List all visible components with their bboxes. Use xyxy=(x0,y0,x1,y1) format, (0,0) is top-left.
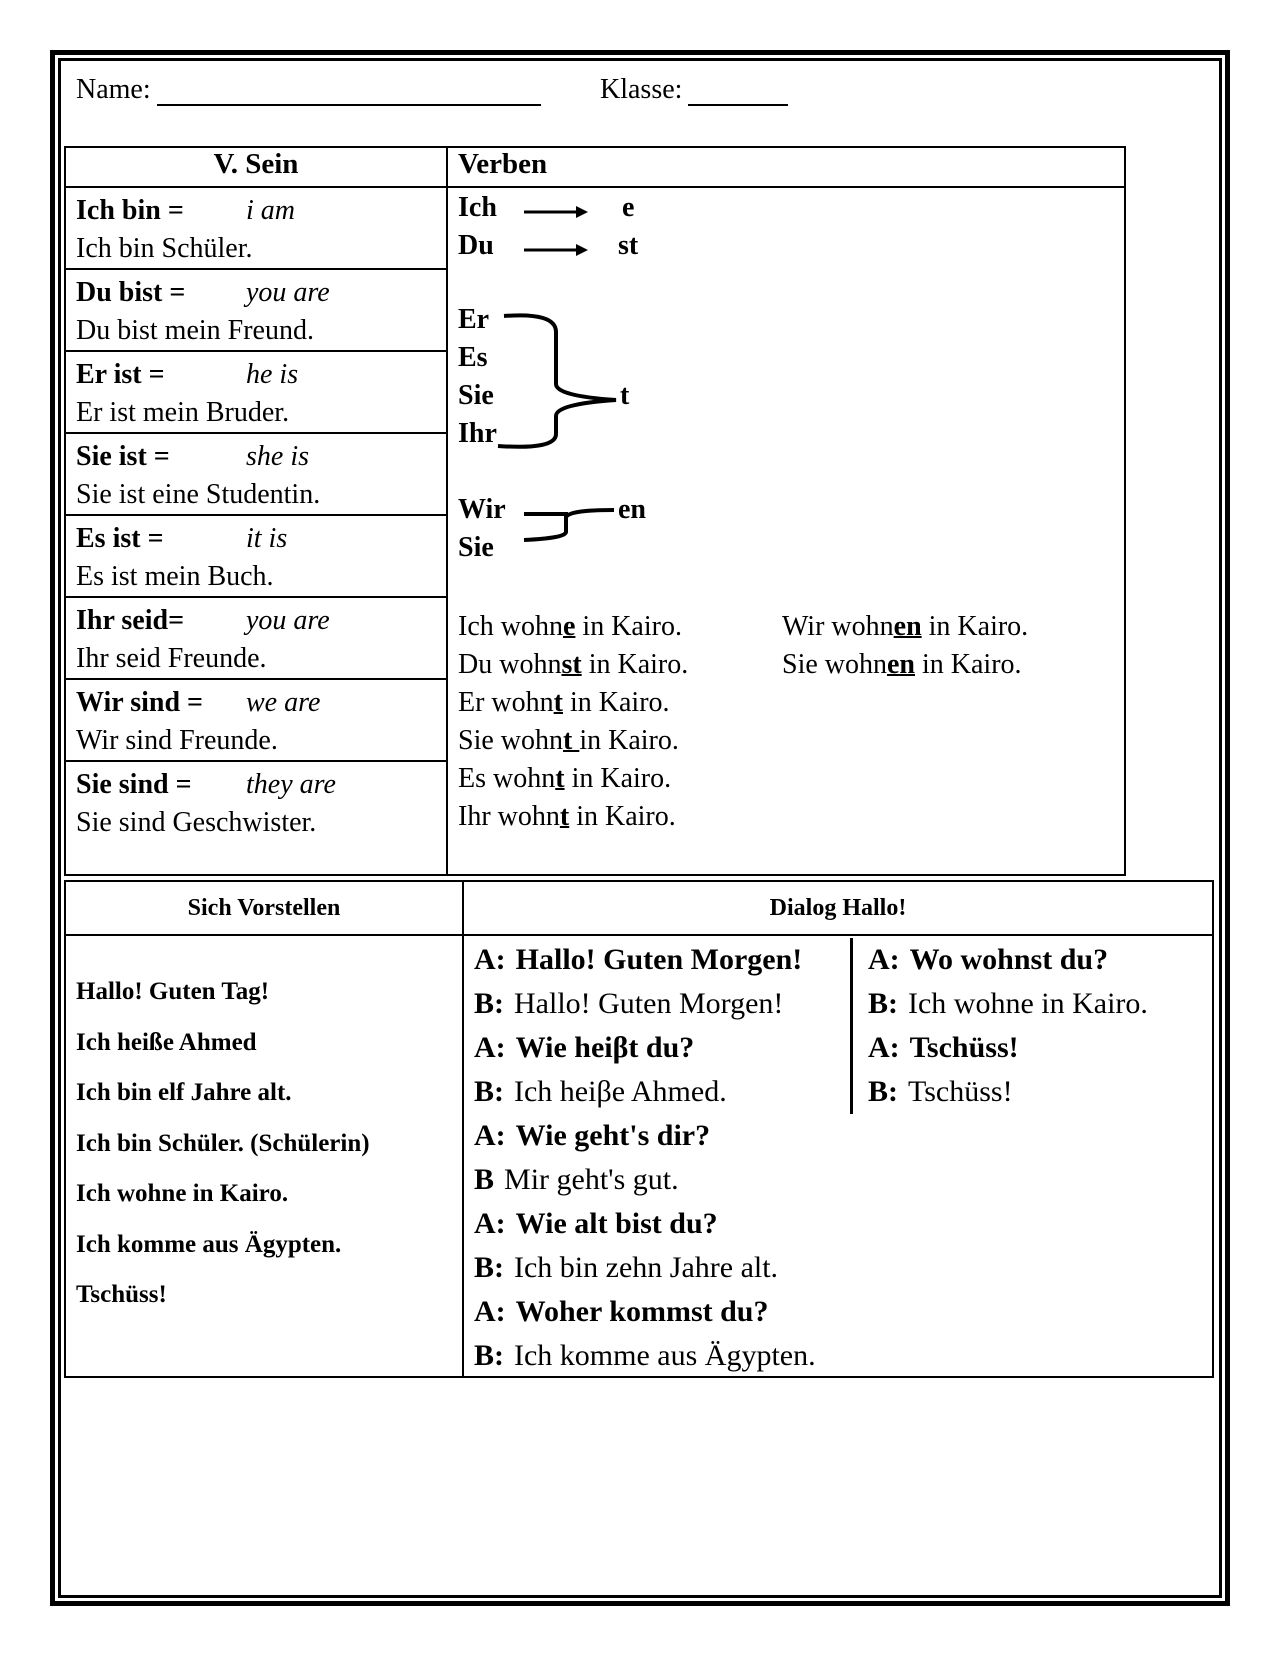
conjugation-diagram xyxy=(448,188,668,568)
dialog-text: Hallo! Guten Morgen! xyxy=(515,943,803,976)
class-field[interactable] xyxy=(600,74,788,106)
dialog-text: Wo wohnst du? xyxy=(909,943,1109,976)
intro-line: Ich komme aus Ägypten. xyxy=(76,1230,342,1258)
sein-row xyxy=(65,679,447,761)
dialog-speaker: A: xyxy=(474,1295,506,1328)
sein-example: Ihr seid Freunde. xyxy=(76,643,267,674)
sein-header: V. Sein xyxy=(65,147,447,187)
verben-cell xyxy=(447,187,1125,875)
pronoun-du: Du xyxy=(458,230,494,261)
pronoun-es: Es xyxy=(458,342,488,373)
dialog-line xyxy=(474,1246,816,1290)
dialog-text: Ich wohne in Kairo. xyxy=(908,987,1148,1020)
example-line: Wir wohnen in Kairo. xyxy=(782,611,1029,642)
dialog-line xyxy=(474,1290,816,1334)
dialog-text: Woher kommst du? xyxy=(515,1295,769,1328)
dialog-text: Ich bin zehn Jahre alt. xyxy=(514,1251,779,1284)
example-line: Es wohnt in Kairo. xyxy=(458,763,672,794)
pronoun-wir: Wir xyxy=(458,494,506,525)
dialog-speaker: B: xyxy=(868,1075,898,1108)
sein-english: they are xyxy=(246,769,336,800)
example-line: Sie wohnt in Kairo. xyxy=(458,725,679,756)
sein-form: Ihr seid= xyxy=(76,605,185,636)
intro-header: Sich Vorstellen xyxy=(65,881,463,935)
sein-form: Ich bin = xyxy=(76,195,184,226)
intro-cell xyxy=(65,935,463,1377)
sein-row xyxy=(65,351,447,433)
sein-example: Es ist mein Buch. xyxy=(76,561,274,592)
dialog-line xyxy=(474,982,816,1026)
sein-english: you are xyxy=(246,605,330,636)
verben-header: Verben xyxy=(447,147,1125,187)
dialog-text: Hallo! Guten Morgen! xyxy=(514,987,784,1020)
dialog-cell xyxy=(463,935,1213,1377)
brace-icon xyxy=(498,315,616,446)
example-list-left xyxy=(458,608,688,836)
name-blank[interactable] xyxy=(157,76,541,106)
pronoun-ich: Ich xyxy=(458,192,497,223)
sein-example: Sie ist eine Studentin. xyxy=(76,479,321,510)
dialog-line xyxy=(868,1026,1148,1070)
example-line: Sie wohnen in Kairo. xyxy=(782,649,1022,680)
sein-english: she is xyxy=(246,441,309,472)
dialog-text: Ich komme aus Ägypten. xyxy=(514,1339,816,1372)
example-line: Du wohnst in Kairo. xyxy=(458,649,689,680)
pronoun-ihr: Ihr xyxy=(458,418,497,449)
sein-form: Er ist = xyxy=(76,359,165,390)
intro-line: Ich bin elf Jahre alt. xyxy=(76,1079,292,1106)
sein-form: Du bist = xyxy=(76,277,186,308)
sein-row xyxy=(65,433,447,515)
dialog-speaker: B: xyxy=(474,1075,504,1108)
introduction-table xyxy=(64,880,1214,1378)
ending-du: st xyxy=(618,230,639,261)
intro-line: Ich heiße Ahmed xyxy=(76,1028,257,1056)
sein-english: we are xyxy=(246,687,321,718)
sein-row xyxy=(65,761,447,875)
dialog-text: Wie geht's dir? xyxy=(515,1119,711,1152)
sein-example: Du bist mein Freund. xyxy=(76,315,314,346)
dialog-text: Tschüss! xyxy=(908,1075,1013,1108)
sein-row xyxy=(65,597,447,679)
ending-er-group: t xyxy=(620,380,630,411)
intro-line: Ich wohne in Kairo. xyxy=(76,1180,289,1207)
dialog-line xyxy=(474,1158,816,1202)
sein-english: it is xyxy=(246,523,288,554)
sein-example: Er ist mein Bruder. xyxy=(76,397,290,428)
dialog-line xyxy=(474,1334,816,1378)
sein-example: Ich bin Schüler. xyxy=(76,233,253,264)
dialog-text: Tschüss! xyxy=(909,1031,1019,1064)
pronoun-sie-plural: Sie xyxy=(458,532,494,563)
sein-row xyxy=(65,187,447,269)
dialog-speaker: A: xyxy=(474,1031,506,1064)
dialog-line xyxy=(868,1070,1148,1114)
class-label: Klasse: xyxy=(600,74,683,105)
example-line: Er wohnt in Kairo. xyxy=(458,687,670,718)
pronoun-sie: Sie xyxy=(458,380,494,411)
sein-example: Sie sind Geschwister. xyxy=(76,807,317,838)
dialog-line xyxy=(474,1114,816,1158)
sein-verben-table xyxy=(64,146,1126,876)
dialog-left xyxy=(474,938,816,1378)
example-line: Ihr wohnt in Kairo. xyxy=(458,801,676,832)
name-label: Name: xyxy=(76,74,151,105)
dialog-text: Wie heiβt du? xyxy=(515,1031,695,1064)
dialog-speaker: A: xyxy=(474,1207,506,1240)
dialog-divider xyxy=(850,938,853,1114)
example-list-right xyxy=(782,608,1028,684)
dialog-line xyxy=(474,938,816,982)
intro-line: Hallo! Guten Tag! xyxy=(76,978,270,1005)
dialog-line xyxy=(474,1202,816,1246)
ending-wir-group: en xyxy=(618,494,646,525)
dialog-line xyxy=(474,1070,816,1114)
intro-line: Ich bin Schüler. (Schülerin) xyxy=(76,1129,370,1157)
dialog-speaker: A: xyxy=(474,1119,506,1152)
dialog-text: Wie alt bist du? xyxy=(515,1207,718,1240)
dialog-speaker: B: xyxy=(474,1339,504,1372)
dialog-speaker: B: xyxy=(868,987,898,1020)
dialog-speaker: A: xyxy=(868,943,900,976)
dialog-speaker: A: xyxy=(474,943,506,976)
sein-row xyxy=(65,269,447,351)
intro-line: Tschüss! xyxy=(76,1281,167,1308)
sein-form: Wir sind = xyxy=(76,687,203,718)
pronoun-er: Er xyxy=(458,304,490,335)
dialog-text: Mir geht's gut. xyxy=(504,1163,679,1196)
dialog-speaker: B: xyxy=(474,1251,504,1284)
dialog-line xyxy=(868,982,1148,1026)
brace-icon xyxy=(524,510,614,540)
class-blank[interactable] xyxy=(688,76,788,106)
sein-row xyxy=(65,515,447,597)
sein-form: Sie sind = xyxy=(76,769,192,800)
sein-example: Wir sind Freunde. xyxy=(76,725,278,756)
dialog-text: Ich heiβe Ahmed. xyxy=(514,1075,727,1108)
sein-english: you are xyxy=(246,277,330,308)
ending-ich: e xyxy=(622,192,635,223)
dialog-line xyxy=(474,1026,816,1070)
dialog-speaker: B xyxy=(474,1163,495,1196)
dialog-right xyxy=(868,938,1148,1114)
arrow-icon xyxy=(524,206,588,218)
sein-english: i am xyxy=(246,195,295,226)
sein-english: he is xyxy=(246,359,299,390)
dialog-header: Dialog Hallo! xyxy=(463,881,1213,935)
sein-form: Sie ist = xyxy=(76,441,170,472)
name-field[interactable] xyxy=(76,74,541,106)
dialog-speaker: B: xyxy=(474,987,504,1020)
dialog-line xyxy=(868,938,1148,982)
dialog-speaker: A: xyxy=(868,1031,900,1064)
sein-form: Es ist = xyxy=(76,523,164,554)
example-line: Ich wohne in Kairo. xyxy=(458,611,682,642)
arrow-icon xyxy=(524,244,588,256)
